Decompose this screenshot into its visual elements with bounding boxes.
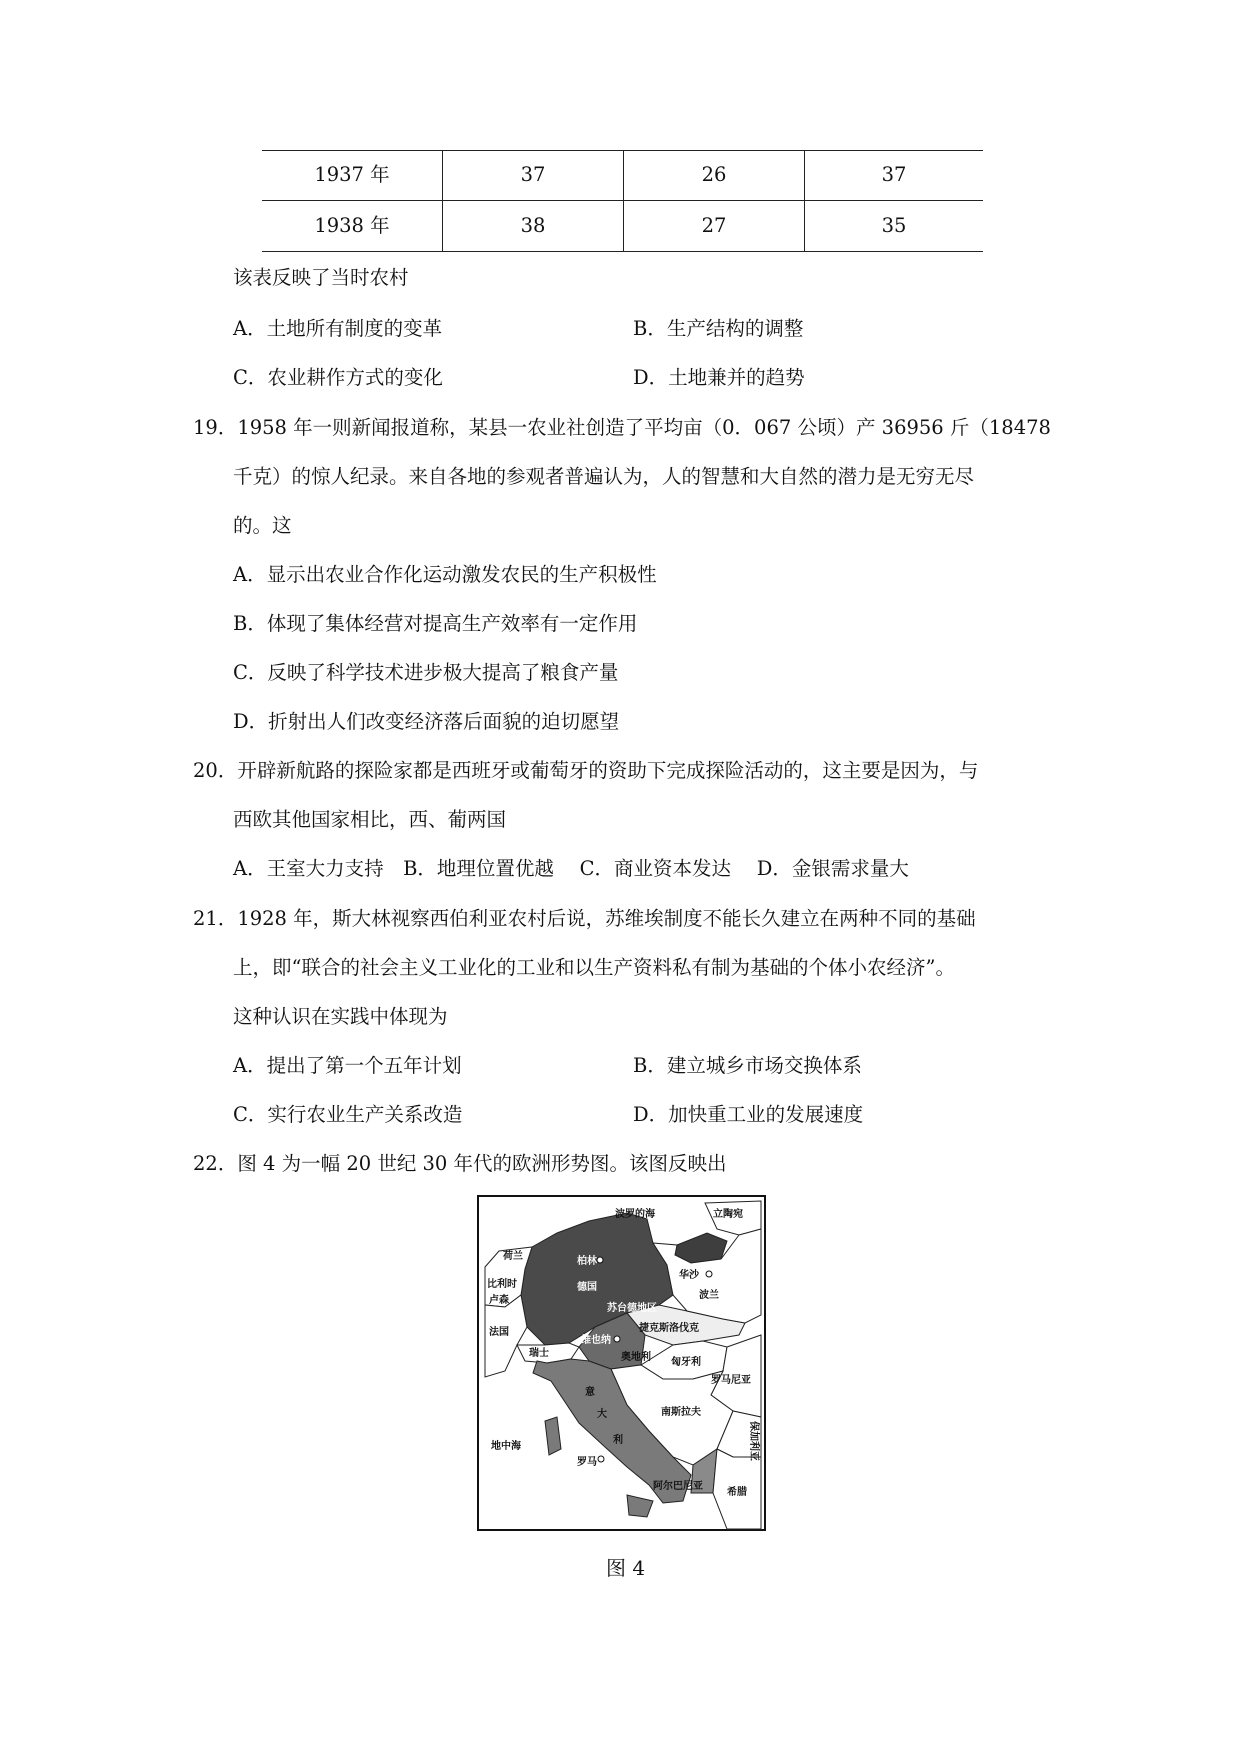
q18-stem: 该表反映了当时农村 [233,266,409,289]
q21-option-a: A．提出了第一个五年计划 [233,1054,462,1077]
value-cell: 27 [701,214,727,237]
q19-option-a: A．显示出农业合作化运动激发农民的生产积极性 [233,563,657,586]
map-label-luxembourg: 卢森 [489,1295,509,1306]
map-label-baltic: 波罗的海 [615,1209,655,1220]
map-label-romania: 罗马尼亚 [711,1375,751,1386]
year-cell: 1937 年 [314,163,390,186]
q22-stem: 22．图 4 为一幅 20 世纪 30 年代的欧洲形势图。该图反映出 [193,1152,727,1175]
map-label-warsaw: 华沙 [679,1270,699,1281]
q21-option-b: B．建立城乡市场交换体系 [633,1054,862,1077]
q21-option-d: D．加快重工业的发展速度 [633,1103,864,1126]
value-cell: 37 [881,163,907,186]
vienna-dot [614,1336,620,1342]
q19-option-d: D．折射出人们改变经济落后面貌的迫切愿望 [233,710,620,733]
year-cell: 1938 年 [314,214,390,237]
map-label-germany: 德国 [577,1282,597,1293]
map-label-italy-3: 利 [613,1435,623,1446]
rome-dot [598,1456,604,1462]
q20-line-2: 西欧其他国家相比，西、葡两国 [233,808,507,831]
map-label-hungary: 匈牙利 [671,1357,701,1368]
q18-option-a: A．土地所有制度的变革 [233,317,443,340]
table-row [262,150,983,200]
map-label-france: 法国 [489,1327,509,1338]
map-label-sudeten: 苏台德地区 [607,1303,657,1314]
map-label-switzerland: 瑞士 [529,1348,549,1359]
q20-line-1: 20．开辟新航路的探险家都是西班牙或葡萄牙的资助下完成探险活动的，这主要是因为，与 [193,759,979,782]
map-label-berlin: 柏林 [577,1256,597,1267]
figure-caption: 图 4 [606,1556,646,1580]
value-cell: 38 [520,214,546,237]
europe-map-figure [477,1195,766,1531]
q18-option-c: C．农业耕作方式的变化 [233,366,443,389]
q19-line-1: 19．1958 年一则新闻报道称，某县一农业社创造了平均亩（0．067 公顷）产 36956 斤（18478 [193,416,1051,439]
q21-line-1: 21．1928 年，斯大林视察西伯利亚农村后说，苏维埃制度不能长久建立在两种不同的基础 [193,907,976,930]
map-label-italy-2: 大 [597,1409,607,1420]
q21-line-2: 上，即“联合的社会主义工业化的工业和以生产资料私有制为基础的个体小农经济”。 [233,956,955,979]
map-label-bulgaria: 保加利亚 [748,1421,759,1461]
q21-line-3: 这种认识在实践中体现为 [233,1005,448,1028]
q19-line-2: 千克）的惊人纪录。来自各地的参观者普遍认为，人的智慧和大自然的潜力是无穷无尽 [233,465,975,488]
map-label-rome: 罗马 [577,1457,597,1468]
value-cell: 35 [881,214,907,237]
map-label-greece: 希腊 [727,1487,747,1498]
map-label-netherlands: 荷兰 [503,1251,523,1262]
map-label-poland: 波兰 [699,1290,719,1301]
map-label-mediterranean: 地中海 [491,1441,521,1452]
map-label-albania: 阿尔巴尼亚 [653,1481,703,1492]
berlin-dot [597,1257,603,1263]
value-cell: 37 [520,163,546,186]
map-label-italy-1: 意 [585,1387,595,1398]
q18-option-d: D．土地兼并的趋势 [633,366,805,389]
table-row [262,201,983,251]
map-label-yugoslavia: 南斯拉夫 [661,1407,701,1418]
q19-option-b: B．体现了集体经营对提高生产效率有一定作用 [233,612,638,635]
map-label-vienna: 维也纳 [581,1335,611,1346]
europe-map [477,1195,766,1531]
map-label-austria: 奥地利 [621,1352,651,1363]
q18-option-b: B．生产结构的调整 [633,317,804,340]
map-label-belgium: 比利时 [487,1279,517,1290]
value-cell: 26 [701,163,727,186]
q19-option-c: C．反映了科学技术进步极大提高了粮食产量 [233,661,619,684]
q21-option-c: C．实行农业生产关系改造 [233,1103,463,1126]
map-label-czech: 捷克斯洛伐克 [639,1323,699,1334]
q19-line-3: 的。这 [233,514,292,537]
map-label-lithuania: 立陶宛 [713,1209,743,1220]
q20-options: A．王室大力支持 B．地理位置优越 C．商业资本发达 D．金银需求量大 [233,857,909,880]
warsaw-dot [706,1271,712,1277]
